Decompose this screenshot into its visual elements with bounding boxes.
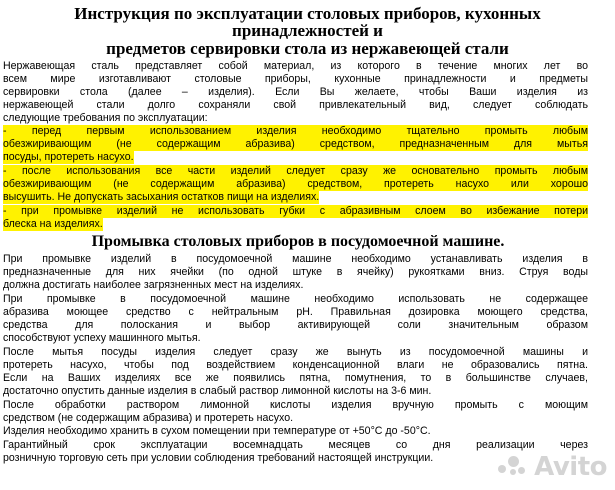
intro-line: сервировки стола (далее – изделия). Если Вы желаете, чтобы Ваши изделия из [3,86,588,98]
dishwasher-line: Гарантийный срок эксплуатации восемнадцать месяцев со дня реализации через [3,439,588,451]
requirement-line: - перед первым использованием изделия необходимо тщательно промыть любым [3,125,588,137]
intro-line: всем мире изготавливают столовые приборы, кухонные принадлежности и предметы [3,73,588,85]
dishwasher-line: предназначенные для них ячейки (по одной штуке в ячейку) рукоятками вниз. Струя воды [3,266,588,278]
avito-watermark [494,452,607,482]
dishwasher-line: должна достигать наиболее загрязненных мест на изделиях. [3,279,304,291]
intro-line: Нержавеющая сталь представляет собой материал, из которого в течение многих лет во [3,60,588,72]
document-title-line-3: предметов сервировки стола из нержавеющей стали [106,39,509,58]
dishwasher-line: После обработки раствором лимонной кислоты изделия вручную промыть с моющим [3,399,588,411]
dishwasher-line: средства для полоскания и выбор активирующей соли значительным образом [3,319,588,331]
requirement-line: блеска на изделиях. [3,218,103,230]
requirement-line: - при промывке изделий не использовать губки с абразивным слоем во избежание потери [3,205,588,217]
intro-line: следующие требования по эксплуатации: [3,112,208,124]
dishwasher-line: При промывке изделий в посудомоечной машине необходимо устанавливать изделия в [3,253,588,265]
dishwasher-line: Если на Ваших изделиях все же появились пятна, помутнения, то в большинстве случаев, [3,372,588,384]
requirement-line: - после использования все части изделий следует сразу же основательно промыть любым [3,165,588,177]
requirement-line: обезжиривающим (не содержащим абразива) средством, протереть насухо или хорошо [3,178,588,190]
document-title-line-2: принадлежностей и [232,21,383,40]
avito-watermark-text: Avito [534,452,607,482]
dishwasher-line: розничную торговую сеть при условии соблюдения требований настоящей инструкции. [3,452,434,464]
requirement-line: посуды, протереть насухо. [3,151,134,163]
section-title-dishwasher: Промывка столовых приборов в посудомоечной машине. [91,233,505,250]
dishwasher-line: способствуют успеху машинного мытья. [3,332,201,344]
dishwasher-line: протереть насухо, чтобы под воздействием конденсационной влаги не образовались пятна. [3,359,588,371]
dishwasher-line: При промывке в посудомоечной машине необходимо использовать не содержащее [3,293,588,305]
requirement-line: обезжиривающим (не содержащим абразива) средством, предназначенным для мытья [3,138,588,150]
document-title-line-1: Инструкция по эксплуатации столовых приборов, кухонных [74,4,541,23]
requirement-line: высушить. Не допускать засыхания остатков пищи на изделиях. [3,191,320,203]
dishwasher-line: достаточно опустить данные изделия в слабый раствор лимонной кислоты на 3-6 мин. [3,385,432,397]
dishwasher-line: абразива моющее средство с нейтральным рН. Правильная дозировка моющего средства, [3,306,588,318]
dishwasher-line: Изделия необходимо хранить в сухом помещении при температуре от +50°С до -50°С. [3,425,431,437]
dishwasher-line: После мытья посуды изделия следует сразу же вынуть из посудомоечной машины и [3,346,588,358]
dishwasher-line: средством (не содержащим абразива) и протереть насухо. [3,412,294,424]
intro-line: нержавеющей стали долго сохраняли свой привлекательный вид, следует соблюдать [3,99,588,111]
avito-logo-icon [496,453,526,479]
